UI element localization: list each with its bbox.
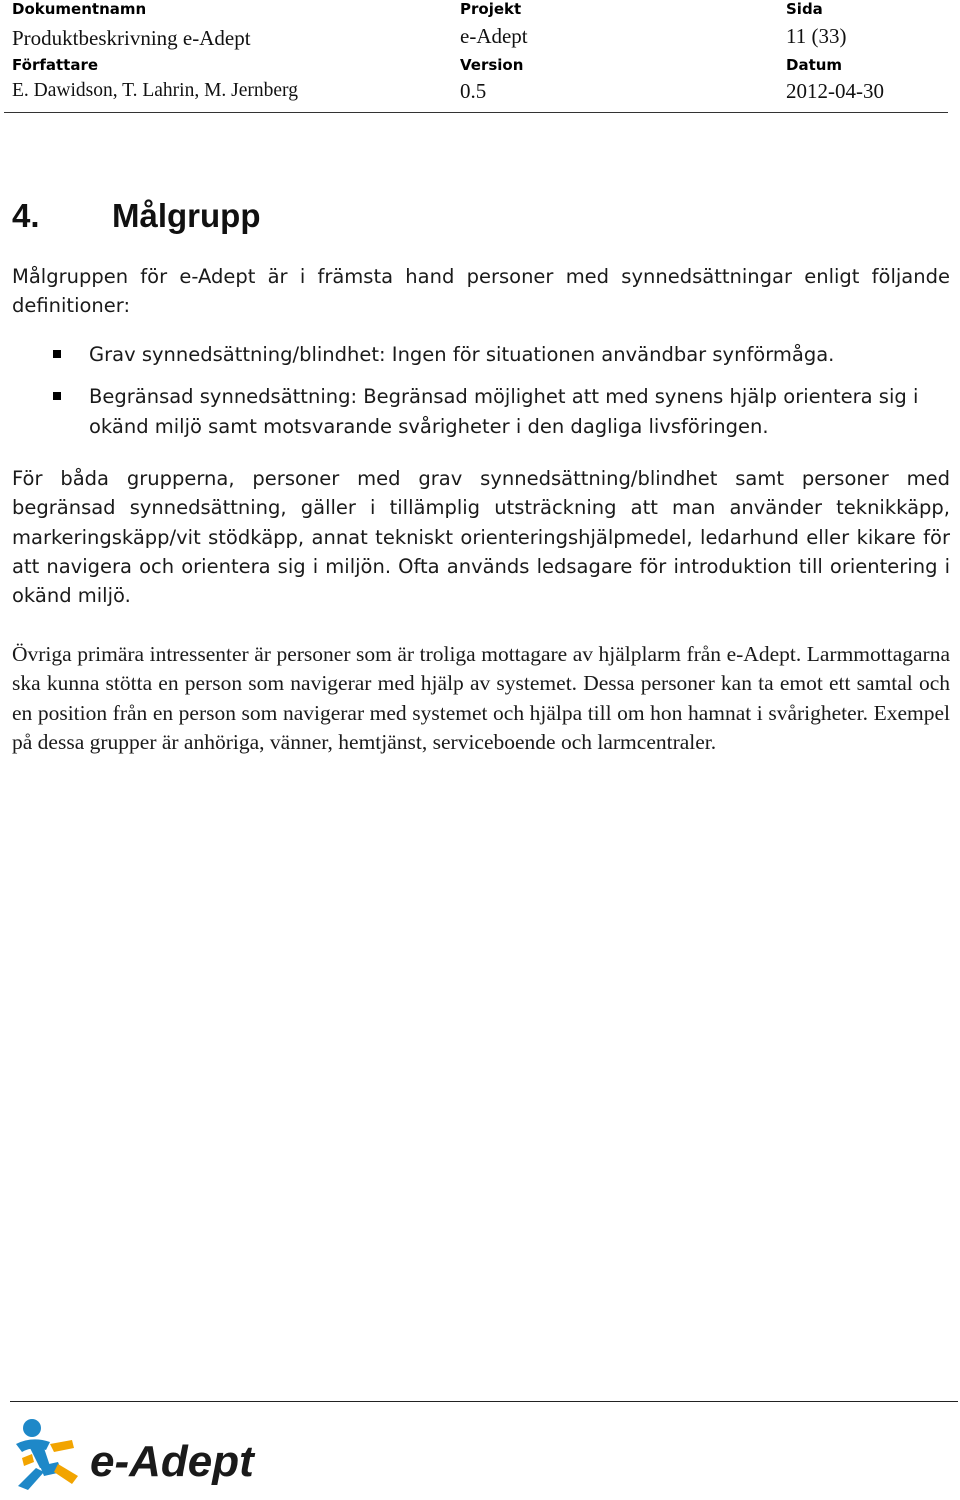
section-title: Målgrupp [112,197,261,234]
section-heading [12,196,260,236]
project-name: e-Adept [460,24,528,48]
square-bullet-icon [53,392,61,400]
project-label: Projekt [460,0,522,18]
doc-name: Produktbeskrivning e-Adept [12,26,251,50]
logo-text: e-Adept [90,1437,254,1486]
version-label: Version [460,56,524,74]
e-adept-logo [10,1414,270,1494]
running-figure-logo-icon [10,1414,270,1494]
body-paragraph: För båda grupperna, personer med grav synnedsättning/blindhet samt personer med begränsad synnedsättning, gäller i tillämplig utsträckning att man använder teknikkäpp, markeringskäpp/vit stödkäpp, annat tekniskt orienteringshjälpmedel, ledarhund eller kikare för att navigera och orientera sig i miljön. Ofta används ledsagare för introduktion till orientering i okänd miljö. [12,467,950,608]
list-item [12,340,950,369]
authors: E. Dawidson, T. Lahrin, M. Jernberg [12,80,298,101]
list-item-text: Begränsad synnedsättning: Begränsad möjlighet att med synens hjälp orientera sig i okänd miljö samt motsvarande svårigheter i den dagliga livsföringen. [89,385,919,438]
document-date: 2012-04-30 [786,79,884,103]
definition-list [12,340,950,454]
square-bullet-icon [53,350,61,358]
intro-paragraph: Målgruppen för e-Adept är i främsta hand personer med synnedsättningar enligt följande definitioner: [12,265,950,318]
doc-name-label: Dokumentnamn [12,0,147,18]
document-header [0,0,960,116]
authors-label: Författare [12,56,99,74]
list-item-text: Grav synnedsättning/blindhet: Ingen för situationen användbar synförmåga. [89,343,835,366]
list-item [12,382,950,441]
page-number: 11 (33) [786,24,847,48]
section-number: 4. [12,197,40,234]
footer-divider [10,1401,958,1402]
date-label: Datum [786,56,843,74]
header-divider [4,112,948,113]
page-label: Sida [786,0,823,18]
body-paragraph-2: Övriga primära intressenter är personer som är troliga mottagare av hjälplarm från e-Adept. Larmmottagarna ska kunna stötta en person som navigerar med hjälp av systemet. Dessa personer kan ta emot ett samtal och en position från en person som navigerar med systemet och hjälpa till om hon hamnat i svårigheter. Exempel på dessa grupper är anhöriga, vänner, hemtjänst, serviceboende och larmcentraler. [12,642,950,754]
version-number: 0.5 [460,79,487,103]
